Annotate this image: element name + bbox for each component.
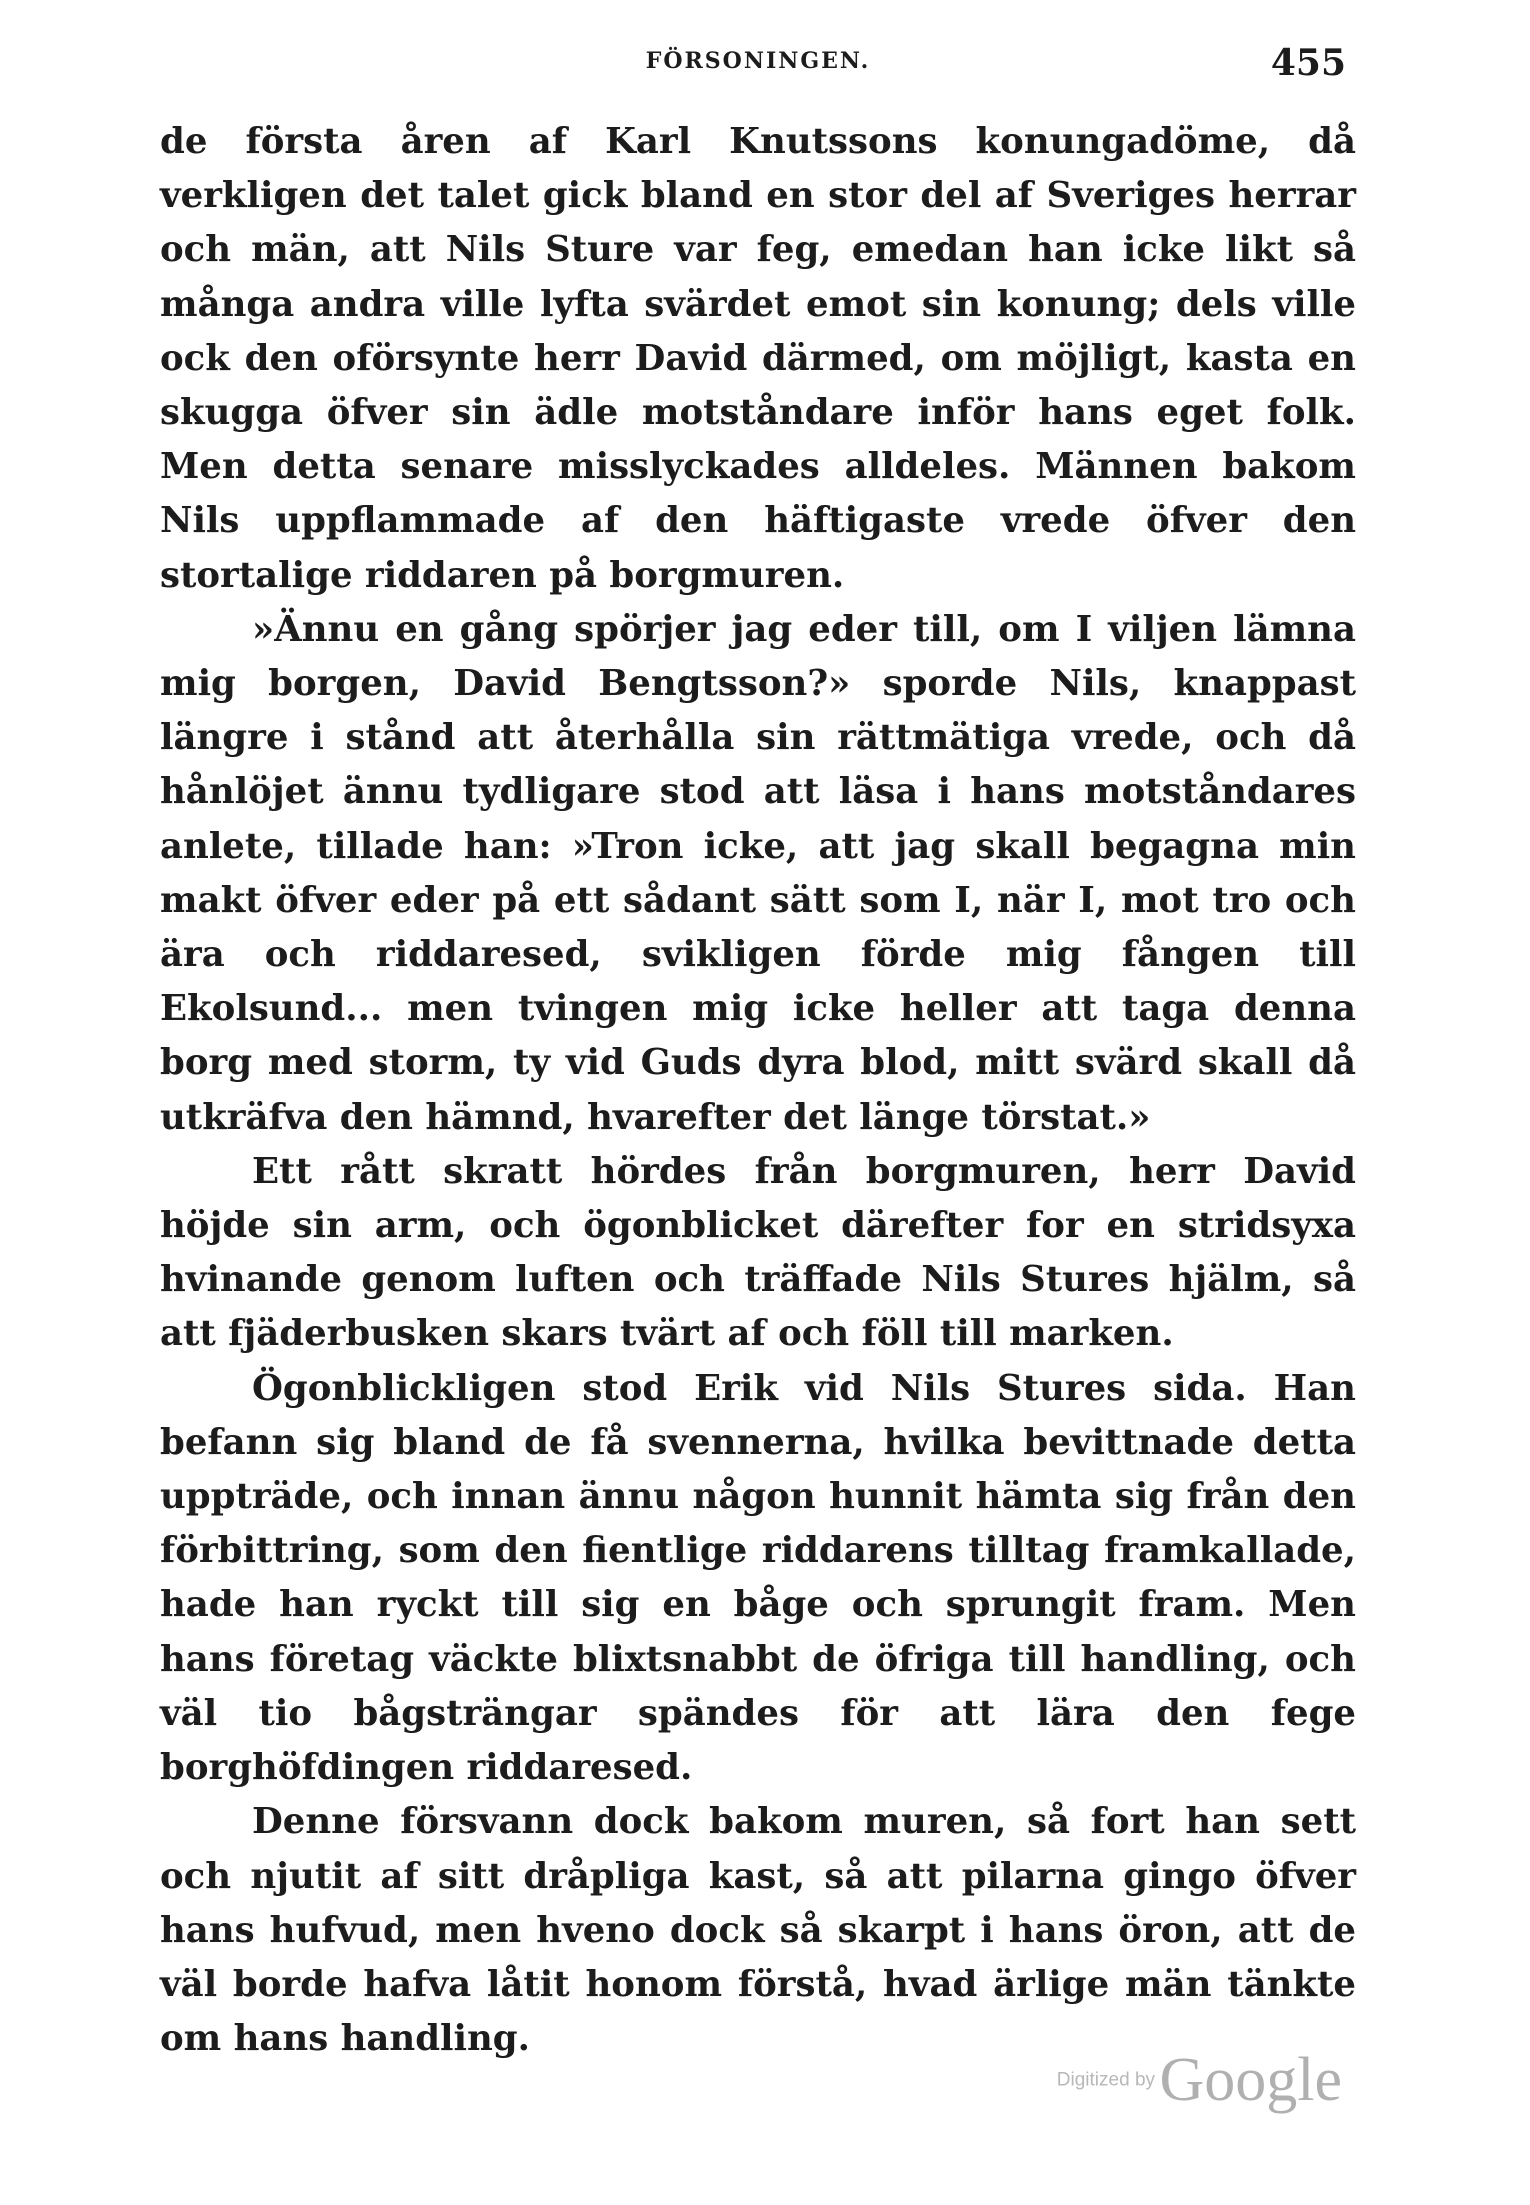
paragraph-4: Ögonblickligen stod Erik vid Nils Stures sida. Han befann sig bland de få svennerna, hvilka bevittnade detta uppträde, och innan ännu någon hunnit hämta sig från den förbittring, som den fientlige riddarens tilltag framkallade, hade han ryckt till sig en båge och sprungit fram. Men hans företag väckte blixtsnabbt de öfriga till handling, och väl tio bågsträngar spändes för att lära den fege borghöfdingen riddaresed. — [160, 1367, 1356, 1789]
paragraph-1: de första åren af Karl Knutssons konungadöme, då verkligen det talet gick bland en stor del af Sveriges herrar och män, att Nils Sture var feg, emedan han icke likt så många andra ville lyfta svärdet emot sin konung; dels ville ock den oförsynte herr David därmed, om möjligt, kasta en skugga öfver sin ädle motståndare inför hans eget folk. Men detta senare misslyckades alldeles. Männen bakom Nils uppflammade af den häftigaste vrede öfver den stortalige riddaren på borgmuren. — [160, 121, 1356, 596]
paragraph-5: Denne försvann dock bakom muren, så fort han sett och njutit af sitt dråpliga kast, så att pilarna gingo öfver hans hufvud, men hveno dock så skarpt i hans öron, att de väl borde hafva låtit honom förstå, hvad ärlige män tänkte om hans handling. — [160, 1801, 1356, 2060]
body-text — [160, 115, 1356, 2066]
paragraph-3: Ett rått skratt hördes från borgmuren, herr David höjde sin arm, och ögonblicket därefter for en stridsyxa hvinande genom luften och träffade Nils Stures hjälm, så att fjäderbusken skars tvärt af och föll till marken. — [160, 1150, 1356, 1355]
watermark-prefix: Digitized by — [1056, 2069, 1156, 2091]
google-logo: Google — [1159, 2046, 1342, 2114]
digitized-watermark — [1057, 2045, 1342, 2116]
running-head — [160, 42, 1356, 102]
page-number: 455 — [1270, 42, 1346, 84]
running-title: FÖRSONINGEN. — [645, 48, 871, 74]
paragraph-2: »Ännu en gång spörjer jag eder till, om I viljen lämna mig borgen, David Bengtsson?» sporde Nils, knappast längre i stånd att återhålla sin rättmätiga vrede, och då hånlöjet ännu tydligare stod att läsa i hans motståndares anlete, tillade han: »Tron icke, att jag skall begagna min makt öfver eder på ett sådant sätt som I, när I, mot tro och ära och riddaresed, svikligen förde mig fången till Ekolsund... men tvingen mig icke heller att taga denna borg med storm, ty vid Guds dyra blod, mitt svärd skall då utkräfva den hämnd, hvarefter det länge törstat.» — [160, 608, 1356, 1138]
